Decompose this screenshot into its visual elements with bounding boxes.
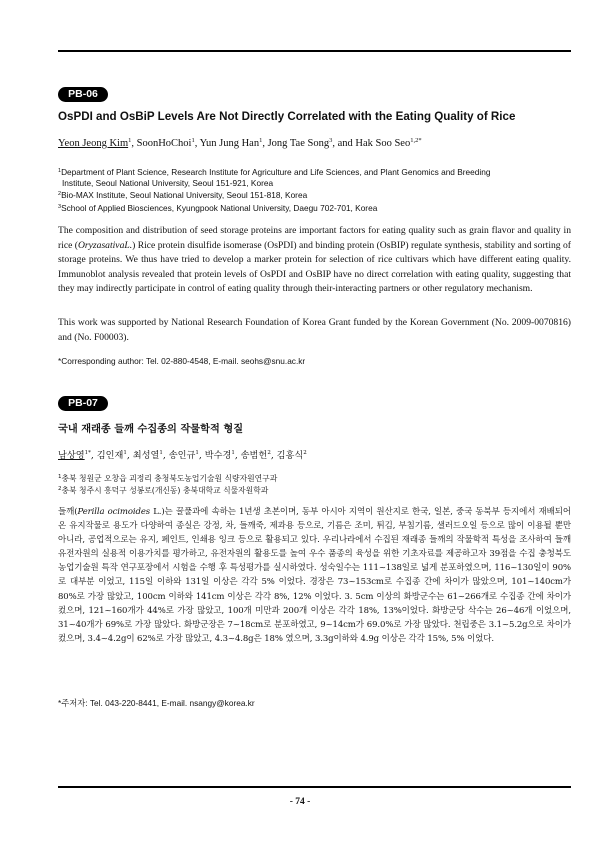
corresponding-author: *Corresponding author: Tel. 02-880-4548, E-mail. seohs@snu.ac.kr: [58, 356, 306, 366]
affiliation-number: 3: [58, 203, 62, 210]
author-affiliation-mark: 1*: [84, 450, 91, 456]
affiliation-number: 2: [58, 191, 62, 198]
page-number: - 74 -: [289, 797, 311, 807]
affiliation: [58, 472, 573, 484]
affiliation: [58, 484, 573, 496]
affiliation-list: [58, 472, 573, 497]
author-affiliation-mark: 1: [128, 137, 132, 144]
funding-statement: This work was supported by National Research Foundation of Korea Grant funded by the Korean Government (No. 2009-0070816) and (No. F00003).: [58, 317, 571, 343]
author-separator: ,: [262, 138, 268, 149]
author-separator: ,: [162, 450, 169, 461]
author-name: 송인규: [168, 450, 196, 461]
author-affiliation-mark: 1: [123, 450, 127, 456]
body-text-pre: 들깨(: [58, 507, 78, 517]
author-separator: ,: [234, 450, 241, 461]
body-text-post: ) Rice protein disulfide isomerase (OsPDI) and binding protein (OsBIP) regulate synthesis, stability and sorting of storage proteins. We thus have tried to develop a marker protein for selection of rice cultivars which have different eating quality. Immunoblot analysis revealed that protein levels of OsPDI and OsBIP have no direct correlation with eating quality, suggesting that they may indirectly participate in control of eating quality through their-interacting partners or other regulatory mechanism.: [58, 239, 571, 295]
abstract-body: [58, 505, 571, 646]
affiliation-list: [58, 166, 573, 214]
abstract-title: OsPDI and OsBiP Levels Are Not Directly Correlated with the Eating Quality of Rice: [58, 110, 516, 123]
author-name: Yun Jung Han: [199, 138, 260, 149]
body-text-pre: The composition and distribution of seed storage proteins are important factors for eating quality such as grain flavor and quality in rice (: [58, 225, 571, 251]
top-rule: [58, 50, 571, 52]
affiliation-number: 2: [58, 486, 62, 493]
author-name: Yeon Jeong Kim: [58, 138, 129, 149]
author-affiliation-mark: 3: [329, 137, 333, 144]
author-affiliation-mark: 2: [303, 450, 307, 456]
author-separator: ,: [126, 450, 133, 461]
affiliation-text: Bio-MAX Institute, Seoul National University, Seoul 151-818, Korea: [61, 190, 308, 201]
author-affiliation-mark: 1: [191, 137, 195, 144]
abstract-title: 국내 재래종 들깨 수집종의 작물학적 형질: [58, 424, 244, 435]
bottom-rule: [58, 786, 571, 788]
author-separator: , and: [332, 138, 356, 149]
species-name: Perilla ocimoides: [77, 507, 151, 517]
author-name: SoonHoChoi: [136, 138, 192, 149]
affiliation-number: 1: [58, 168, 62, 174]
affiliation-text: Department of Plant Science, Research Institute for Agriculture and Life Sciences, and Plant Genomics and Breeding: [61, 167, 491, 177]
abstract-body: [58, 224, 571, 297]
affiliation-number: 1: [58, 474, 62, 480]
author-list: [58, 447, 573, 461]
author-affiliation-mark: 1: [231, 450, 235, 456]
author-affiliation-mark: 2: [267, 450, 271, 456]
affiliation-text-continued: Institute, Seoul National University, Seoul 151-921, Korea: [62, 178, 274, 189]
corresponding-author: *주저자: Tel. 043-220-8441, E-mail. nsangy@korea.kr: [58, 698, 255, 708]
affiliation-text: 충북 청원군 오창읍 괴정리 충청북도농업기술원 식량자원연구과: [61, 474, 278, 483]
affiliation-text: School of Applied Biosciences, Kyungpook National University, Daegu 702-701, Korea: [61, 202, 378, 213]
author-separator: ,: [131, 138, 137, 149]
author-affiliation-mark: 1: [259, 137, 263, 144]
affiliation: [58, 202, 573, 214]
author-affiliation-mark: 1: [159, 450, 163, 456]
author-name: 최성열: [132, 450, 160, 461]
affiliation: [58, 166, 573, 189]
species-name: OryzasativaL.: [78, 239, 133, 251]
author-separator: ,: [270, 450, 277, 461]
author-name: Hak Soo Seo: [355, 138, 411, 149]
author-list: [58, 137, 573, 149]
abstract-code-badge: PB-07: [58, 396, 108, 411]
affiliation-text: 충북 청주시 흥덕구 성봉로(개신동) 충북대학교 식물자원학과: [61, 486, 269, 496]
affiliation: [58, 189, 573, 201]
author-name: 박수경: [204, 450, 232, 461]
author-separator: ,: [198, 450, 205, 461]
abstract-code-badge: PB-06: [58, 87, 108, 102]
author-name: 김홍식: [276, 450, 304, 461]
author-name: Jong Tae Song: [267, 138, 330, 149]
author-affiliation-mark: 1: [195, 450, 199, 456]
author-separator: ,: [90, 450, 97, 461]
author-name: 송범헌: [240, 450, 268, 461]
author-separator: ,: [194, 138, 200, 149]
author-affiliation-mark: 1,2*: [410, 137, 422, 144]
author-name: 김인재: [96, 450, 124, 461]
author-name: 남상영: [58, 450, 85, 461]
body-text-post: L.)는 꿀풀과에 속하는 1년생 초본이며, 동부 아시아 지역이 원산지로 한국, 일본, 중국 동북부 등지에서 재배되어 온 유지작물로 용도가 다양하여 종실은 강정, 차, 들깨죽, 제과용 등으로, 기름은 조미, 튀김, 부침기름, 샐러드오일 등으로 많이 이용될 뿐만 아니라, 공업적으로는 유지, 페인트, 인쇄용 잉크 등으로 활용되고 있다. 우리나라에서 수집된 재래종 들깨의 작물학적 특성을 조사하여 들깨 유전자원의 실용적 이용가치를 평가하고, 유전자원의 활용도를 높여 우수 품종의 육성을 위한 기초자료를 제공하고자 39점을 수집 충청북도 농업기술원 특작 연구포장에서 시험을 수행 후 특성평가를 실시하였다. 성숙일수는 111~138일로 넓게 분포하였으며, 116~130일이 90%로 대부분 이었고, 115일 이하와 131일 이상은 각각 5% 이었다. 경장은 73~153cm로 수집종 간에 차이가 많았으며, 101~140cm가 80%로 가장 많았고, 100cm 이하와 141cm 이상은 각각 8%, 12% 이었다. 3. 5cm 이상의 화방군수는 61~266개로 수집종 간에 차이가 컸으며, 121~160개가 44%로 가장 많았고, 100개 미만과 200개 이상은 각각 18%, 13%이었다. 화방군당 삭수는 26~46개 이었으며, 31~40개가 69%로 가장 많았다. 화방군장은 7~18cm로 분포하였고, 9~14cm가 69.0%로 가장 많았다. 천립중은 3.1~5.2g으로 차이가 컸으며, 3.4~4.2g이 62%로 가장 많았고, 4.3~4.8g은 18% 였으며, 3.3g이하와 4.9g 이상은 각각 15%, 5% 이었다.: [58, 507, 571, 644]
